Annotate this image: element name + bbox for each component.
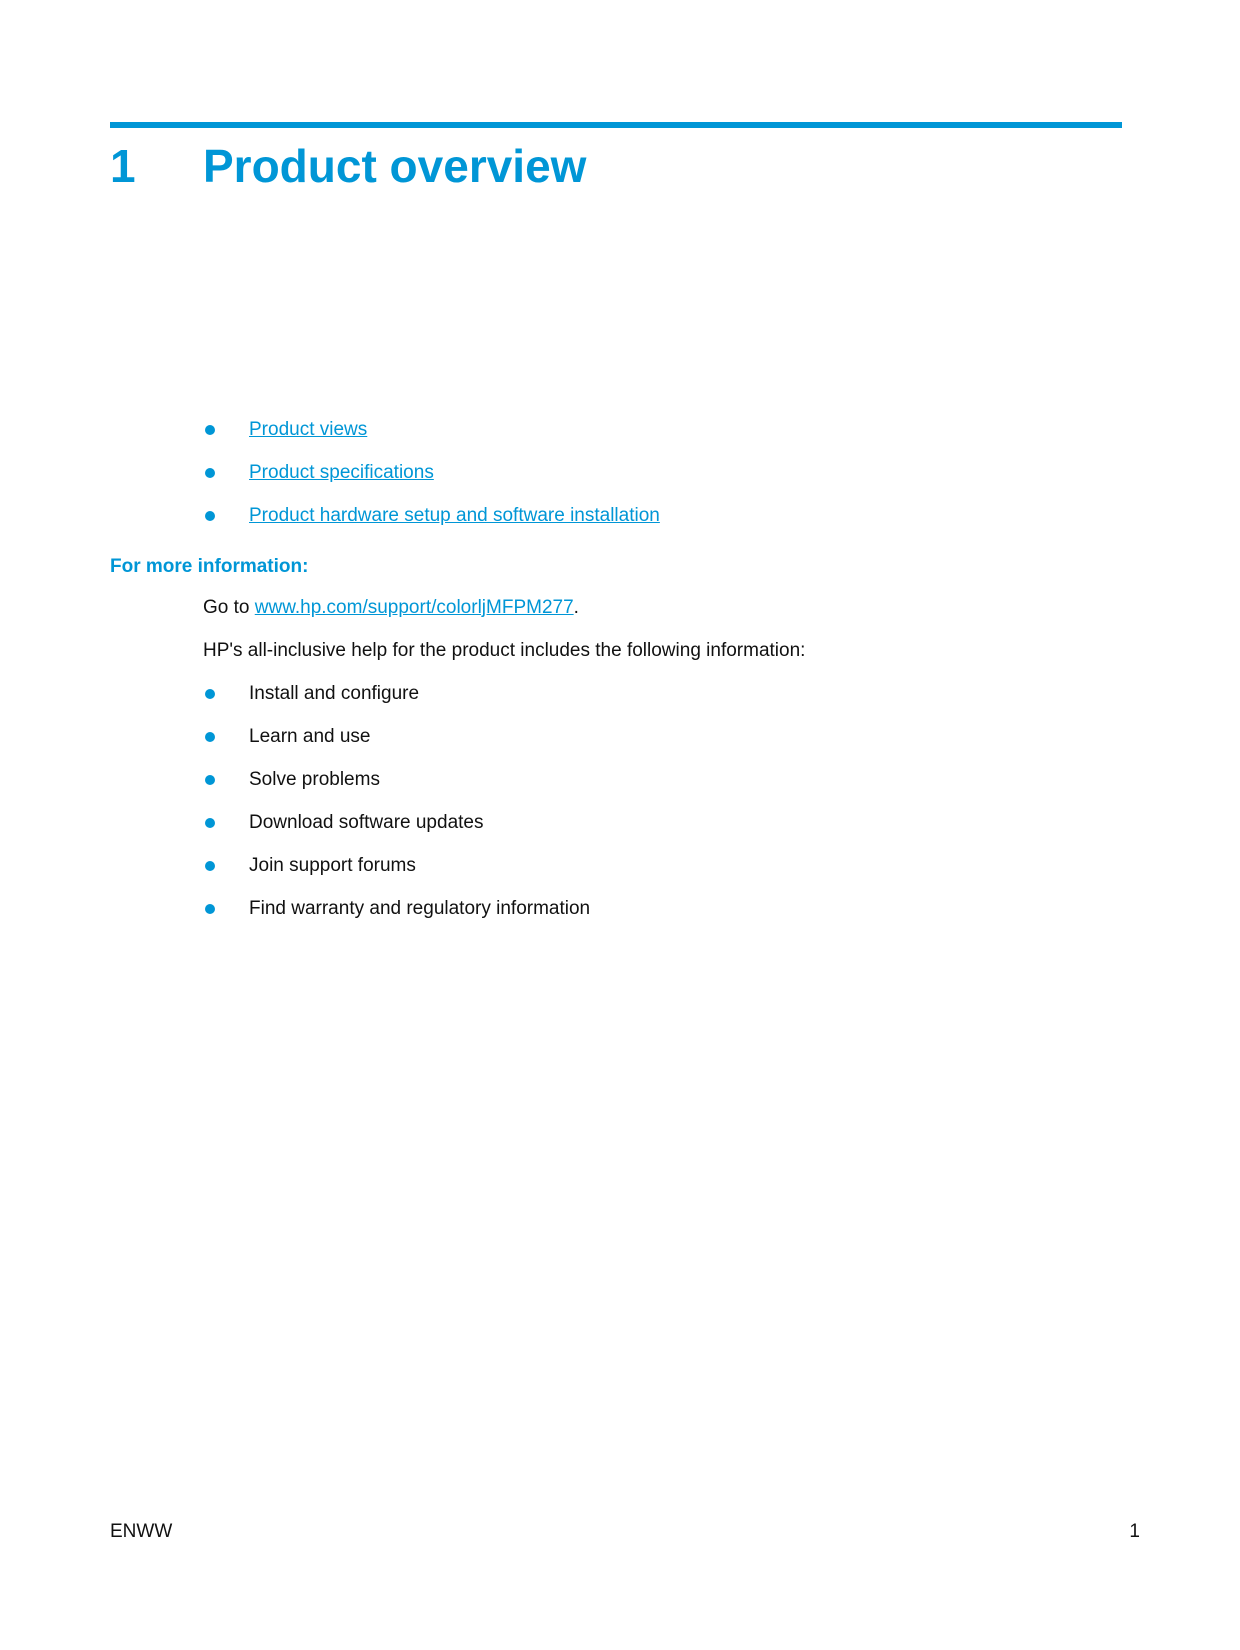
bullet-icon <box>205 818 215 828</box>
help-topic-label: Solve problems <box>249 769 380 790</box>
help-topic-label: Download software updates <box>249 812 484 833</box>
chapter-number: 1 <box>110 140 136 192</box>
goto-paragraph <box>203 596 579 620</box>
support-url-link[interactable]: www.hp.com/support/colorljMFPM277 <box>254 597 574 618</box>
page-number: 1 <box>1129 1521 1140 1542</box>
help-topic-label: Install and configure <box>249 683 420 704</box>
more-info-heading: For more information: <box>110 556 309 577</box>
toc-link-product-views[interactable]: Product views <box>249 419 368 440</box>
bullet-icon <box>205 904 215 914</box>
chapter-rule <box>110 122 1122 128</box>
bullet-icon <box>205 689 215 699</box>
bullet-icon <box>205 732 215 742</box>
goto-suffix: . <box>573 597 579 618</box>
bullet-icon <box>205 511 215 521</box>
help-topic-label: Join support forums <box>249 855 416 876</box>
help-topic-label: Learn and use <box>249 726 371 747</box>
footer-label: ENWW <box>110 1521 173 1542</box>
chapter-title: Product overview <box>203 140 587 192</box>
bullet-icon <box>205 861 215 871</box>
help-intro: HP's all-inclusive help for the product includes the following information: <box>203 640 806 661</box>
toc-link-hardware-setup[interactable]: Product hardware setup and software installation <box>249 505 660 526</box>
bullet-icon <box>205 425 215 435</box>
bullet-icon <box>205 468 215 478</box>
help-topic-label: Find warranty and regulatory information <box>249 898 591 919</box>
toc-link-product-specifications[interactable]: Product specifications <box>249 462 434 483</box>
goto-prefix: Go to <box>203 597 255 618</box>
bullet-icon <box>205 775 215 785</box>
